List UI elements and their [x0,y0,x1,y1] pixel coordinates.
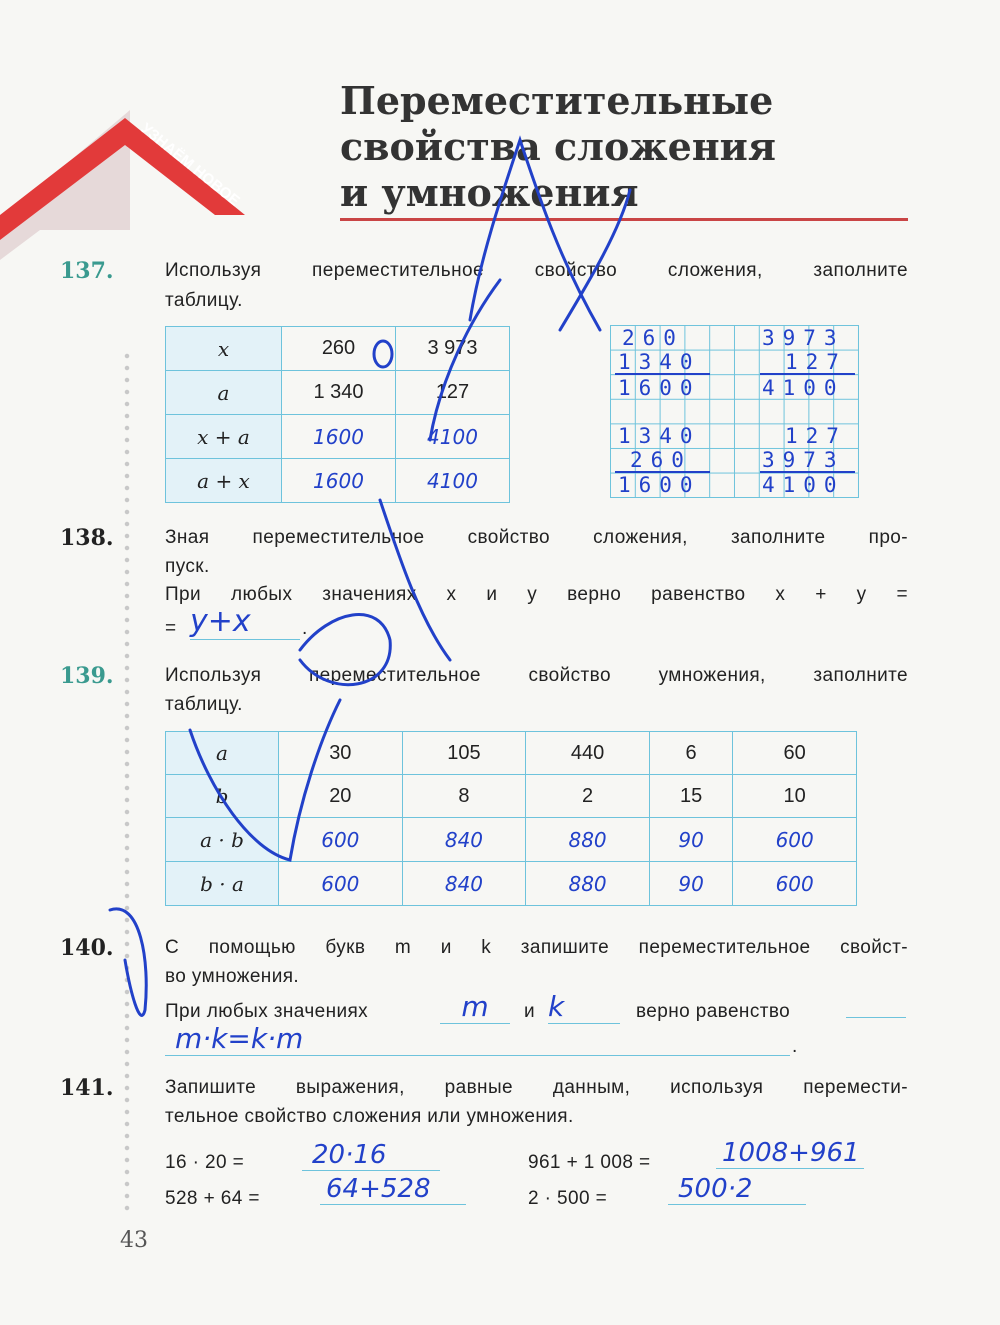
exercise-text: пуск. [165,556,210,577]
scribble-stroke [190,700,340,860]
table-cell: 105 [402,732,526,775]
answer-field[interactable]: 20·16 [302,1140,440,1171]
table-cell: 6 [649,732,732,775]
expression: 528 + 64 = [165,1188,260,1209]
answer-cell[interactable]: 600 [733,862,857,906]
scribble-stroke [560,190,630,330]
row-label: a + x [166,459,282,503]
title-line: свойства сложения [340,124,776,169]
calc-line: 1600 [618,473,701,497]
scribble-stroke [300,615,390,685]
exercise-text: верно равенство [636,1001,791,1022]
scribble-stroke [380,500,450,660]
title-line: Переместительные [340,78,774,123]
exercise-text: тельное свойство сложения или умножения. [165,1106,574,1127]
exercise-text: Запишите выражения, равные данным, используя перемести- [165,1077,908,1098]
answer-field-m[interactable]: m [440,990,510,1024]
table-cell: 10 [733,775,857,818]
row-label: b · a [166,862,279,906]
exercise-text: При любых значениях [165,1001,369,1022]
calc-line: 1340 [618,350,701,374]
and-word: и [524,1001,536,1022]
answer-cell[interactable]: 4100 [396,415,510,459]
table-cell: 15 [649,775,732,818]
calc-line: 4100 [762,473,845,497]
calc-line: 127 [785,350,847,374]
row-label: x + a [166,415,282,459]
title-line: и умножения [340,170,639,215]
calc-line: 127 [785,424,847,448]
period: . [302,618,308,639]
answer-field[interactable]: 1008+961 [716,1138,864,1169]
answer-cell[interactable]: 880 [526,862,650,906]
expression: 16 · 20 = [165,1152,245,1173]
answer-cell[interactable]: 600 [279,818,403,862]
row-label: b [166,775,279,818]
exercise-number: 140. [60,935,114,961]
expression: 961 + 1 008 = [528,1152,651,1173]
row-label: a [166,732,279,775]
answer-cell[interactable]: 90 [649,862,732,906]
answer-field[interactable]: 64+528 [320,1174,466,1205]
table-cell: 3 973 [396,327,510,371]
calc-line: 4100 [762,376,845,400]
calc-line: 3973 [762,326,845,350]
scribble-stroke [110,909,146,1015]
exercise-number: 138. [60,525,114,551]
table-cell: 8 [402,775,526,818]
answer-field[interactable]: y+x [190,604,300,640]
exercise-number: 137. [60,258,114,284]
exercise-text: Используя переместительное свойство умножения, заполните [165,665,908,686]
calc-line: 1340 [618,424,701,448]
table-cell: 440 [526,732,650,775]
exercise-number: 139. [60,663,114,689]
table-cell: 127 [396,371,510,415]
table-cell: 30 [279,732,403,775]
calc-line: 260 [630,448,692,472]
answer-cell[interactable]: 880 [526,818,650,862]
answer-cell[interactable]: 1600 [282,459,396,503]
exercise-number: 141. [60,1075,114,1101]
exercise-text: таблицу. [165,694,243,715]
answer-cell[interactable]: 1600 [282,415,396,459]
table-cell: 60 [733,732,857,775]
answer-field-equality[interactable]: m·k=k·m [165,1022,790,1056]
answer-cell[interactable]: 840 [402,862,526,906]
answer-cell[interactable]: 4100 [396,459,510,503]
equals-prefix: = [165,618,177,639]
table-cell: 1 340 [282,371,396,415]
answer-cell[interactable]: 600 [279,862,403,906]
answer-cell[interactable]: 90 [649,818,732,862]
exercise-text: Зная переместительное свойство сложения, заполните про- [165,527,908,548]
exercise-text: При любых значениях x и y верно равенство x + y = [165,584,908,605]
calc-line: 1600 [618,376,701,400]
calc-line: 260 [622,326,684,350]
answer-field[interactable]: 500·2 [668,1174,806,1205]
exercise-text: таблицу. [165,290,243,311]
period: . [792,1036,798,1057]
scribble-stroke [430,280,500,440]
expression: 2 · 500 = [528,1188,608,1209]
row-label: x [166,327,282,371]
row-label: a · b [166,818,279,862]
calc-line: 3973 [762,448,845,472]
row-label: a [166,371,282,415]
answer-cell[interactable]: 600 [733,818,857,862]
table-cell: 2 [526,775,650,818]
table-cell: 260 [282,327,396,371]
table-cell: 20 [279,775,403,818]
exercise-text: во умножения. [165,966,300,987]
ribbon-label: УЗНАЁМ НОВОЕ [137,119,243,210]
answer-field-k[interactable]: k [548,990,620,1024]
exercise-text: Используя переместительное свойство сложения, заполните [165,260,908,281]
answer-cell[interactable]: 840 [402,818,526,862]
scribble-stroke [374,341,392,367]
page-number: 43 [120,1228,148,1253]
scribble-stroke [470,140,600,330]
exercise-text: С помощью букв m и k запишите переместительное свойст- [165,937,908,958]
